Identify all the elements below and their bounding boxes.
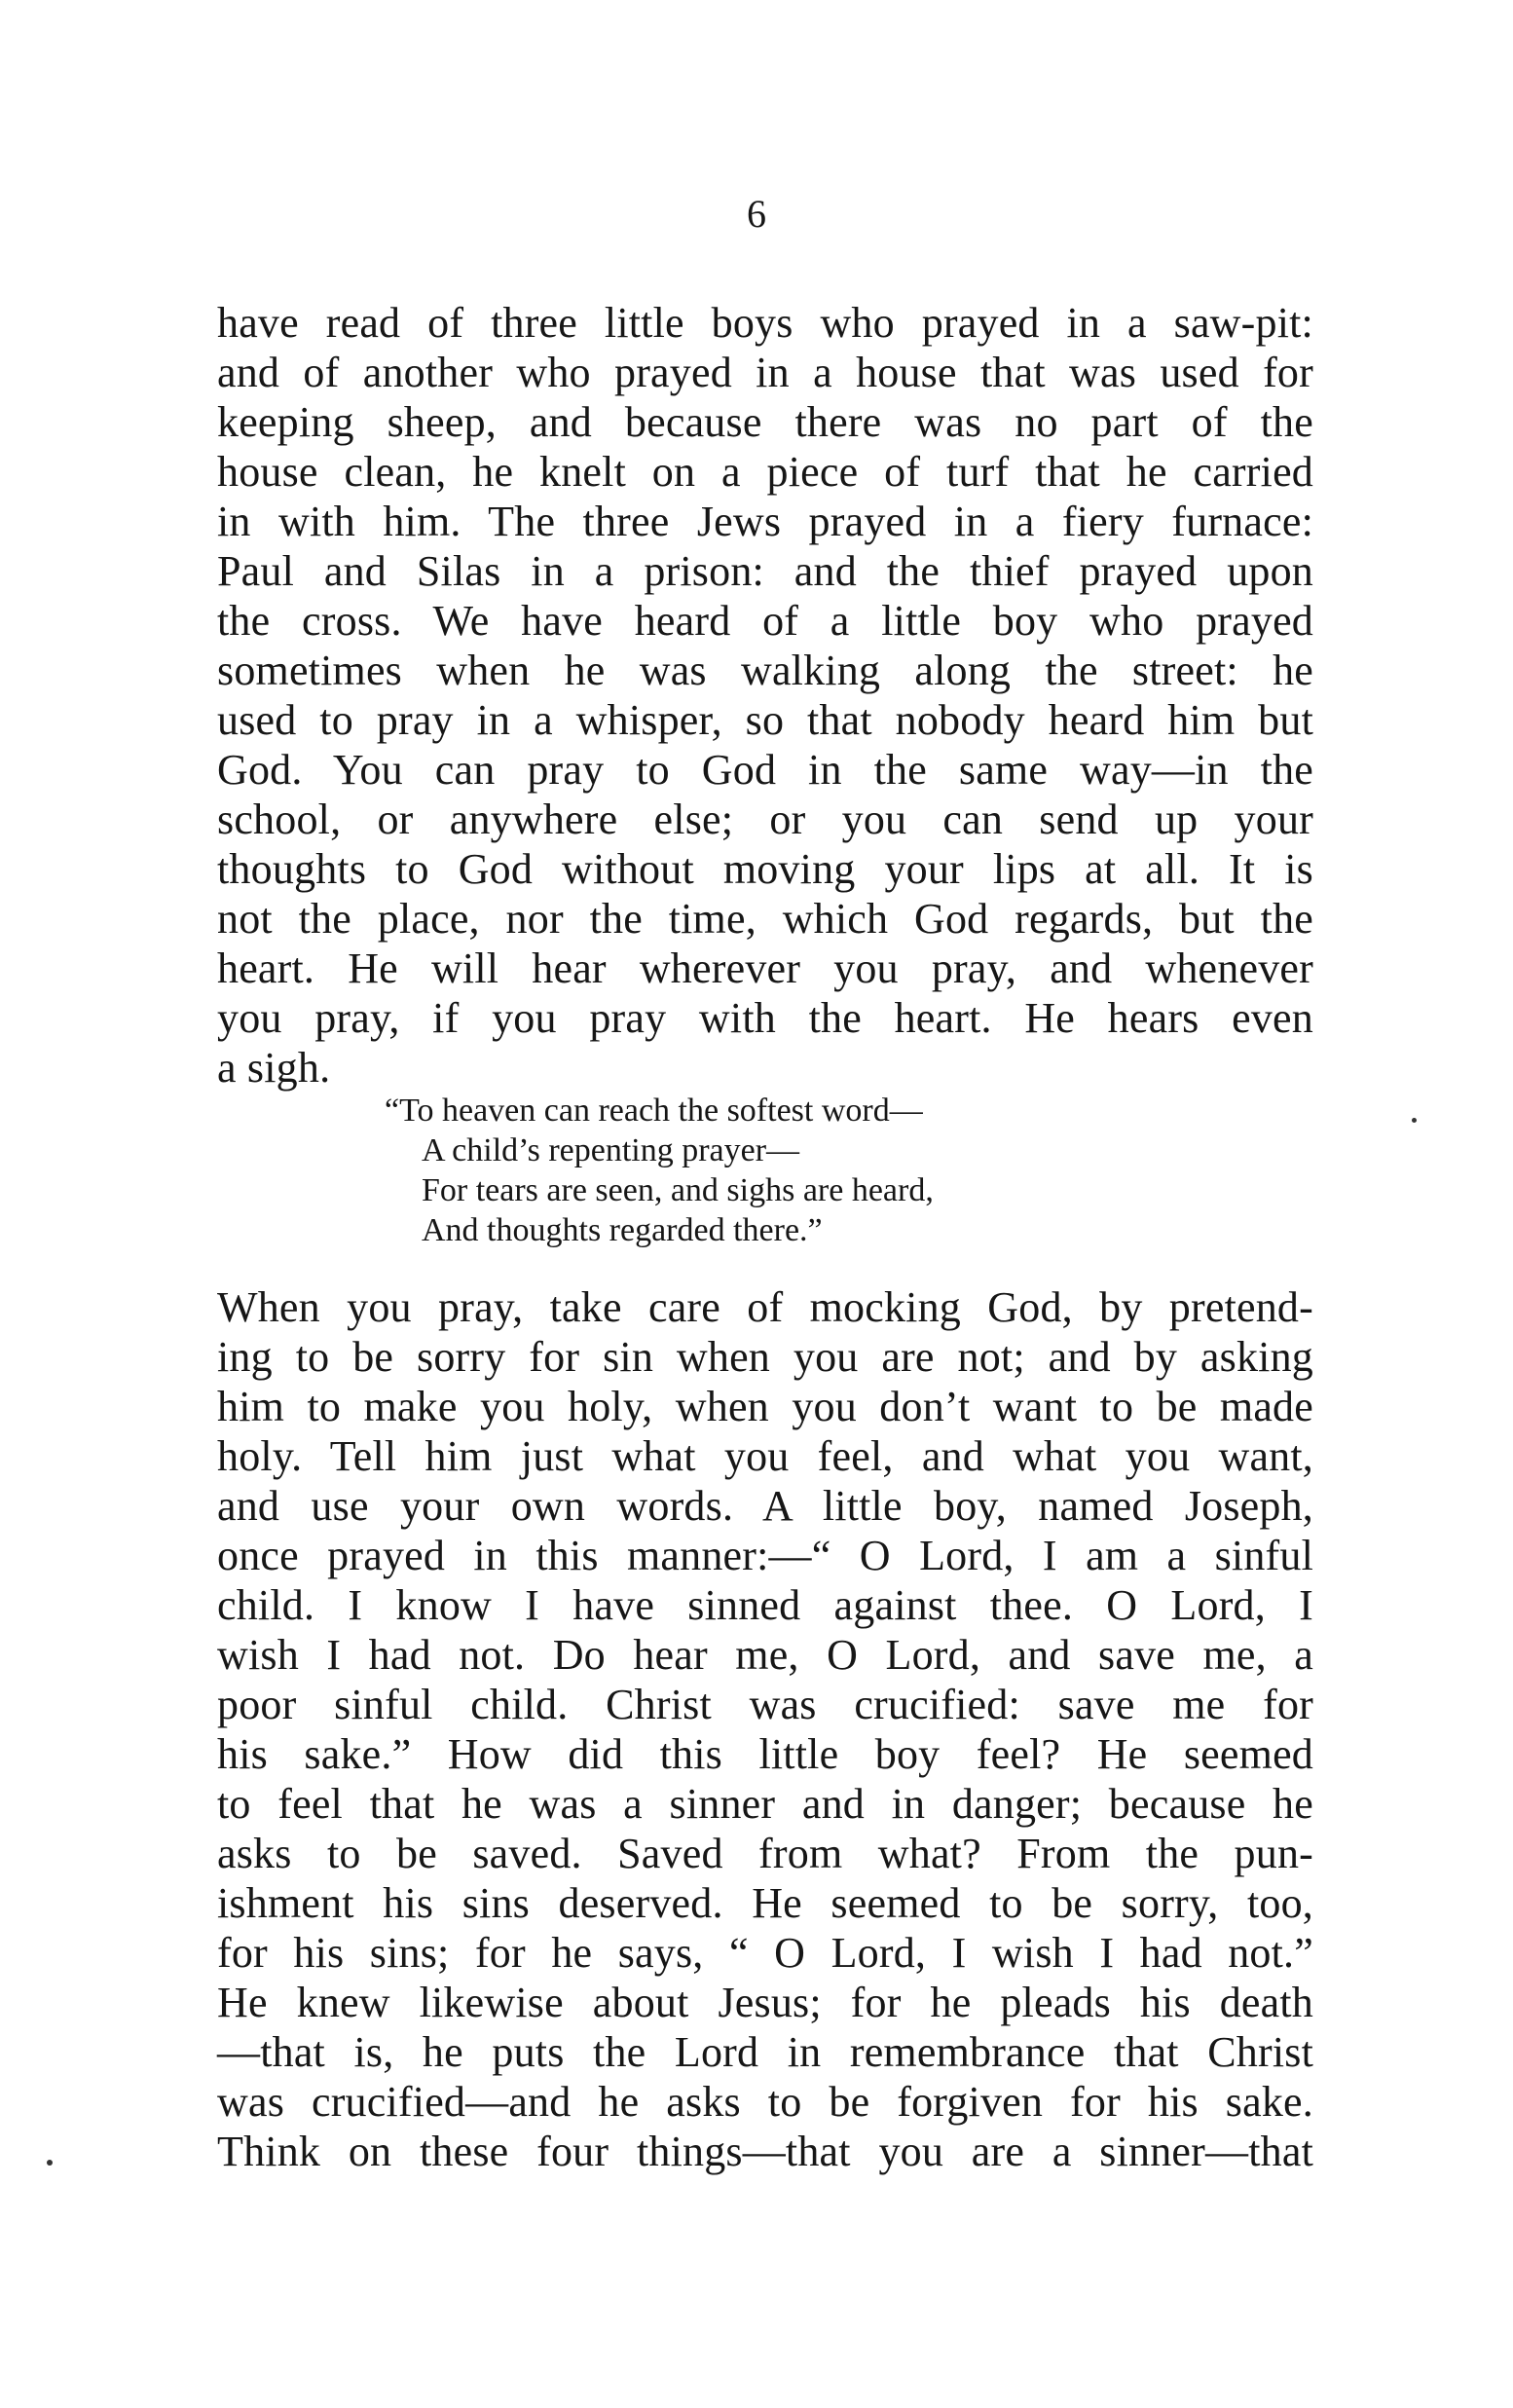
text-line: God. You can pray to God in the same way—in the — [217, 746, 1313, 794]
text-line: holy. Tell him just what you feel, and what you want, — [217, 1432, 1313, 1480]
text-line: was crucified—and he asks to be forgiven for his sake. — [217, 2078, 1313, 2126]
text-line: ing to be sorry for sin when you are not; and by asking — [217, 1333, 1313, 1381]
text-line: his sake.” How did this little boy feel? He seemed — [217, 1730, 1313, 1778]
text-line: school, or anywhere else; or you can send up your — [217, 796, 1313, 843]
text-line: for his sins; for he says, “ O Lord, I wish I had not.” — [217, 1929, 1313, 1977]
text-line: keeping sheep, and because there was no part of the — [217, 398, 1313, 446]
text-line: him to make you holy, when you don’t want to be made — [217, 1383, 1313, 1430]
text-line: —that is, he puts the Lord in remembrance that Christ — [217, 2028, 1313, 2076]
text-line: house clean, he knelt on a piece of turf that he carried — [217, 448, 1313, 496]
text-line: child. I know I have sinned against thee. O Lord, I — [217, 1581, 1313, 1629]
text-line: not the place, nor the time, which God regards, but the — [217, 895, 1313, 943]
text-line: the cross. We have heard of a little boy who prayed — [217, 597, 1313, 645]
text-line: used to pray in a whisper, so that nobody heard him but — [217, 696, 1313, 744]
text-line: a sigh. — [217, 1044, 331, 1092]
page-number: 6 — [747, 192, 766, 236]
text-line: heart. He will hear wherever you pray, and whenever — [217, 945, 1313, 992]
text-line: wish I had not. Do hear me, O Lord, and save me, a — [217, 1631, 1313, 1679]
verse-quotation — [385, 1091, 1125, 1250]
text-line: and of another who prayed in a house that was used for — [217, 349, 1313, 396]
paragraph-prayer-anywhere — [217, 298, 1313, 1093]
text-line: to feel that he was a sinner and in danger; because he — [217, 1780, 1313, 1828]
text-line: thoughts to God without moving your lips at all. It is — [217, 845, 1313, 893]
verse-line: A child’s repenting prayer— — [422, 1132, 800, 1168]
verse-line: “To heaven can reach the softest word— — [385, 1093, 923, 1129]
text-line: in with him. The three Jews prayed in a fiery furnace: — [217, 498, 1313, 545]
ink-speck — [1412, 1118, 1417, 1123]
text-line: asks to be saved. Saved from what? From the pun- — [217, 1830, 1313, 1877]
text-line: Think on these four things—that you are a sinner—that — [217, 2128, 1313, 2175]
paragraph-how-to-pray — [217, 1282, 1313, 2176]
text-line: poor sinful child. Christ was crucified: save me for — [217, 1681, 1313, 1728]
text-line: He knew likewise about Jesus; for he pleads his death — [217, 1979, 1313, 2026]
text-line: When you pray, take care of mocking God, by pretend- — [217, 1283, 1313, 1331]
text-line: you pray, if you pray with the heart. He hears even — [217, 994, 1313, 1042]
text-line: Paul and Silas in a prison: and the thief prayed upon — [217, 547, 1313, 595]
text-line: sometimes when he was walking along the street: he — [217, 647, 1313, 694]
text-line: have read of three little boys who prayed in a saw-pit: — [217, 299, 1313, 347]
ink-speck — [47, 2160, 53, 2166]
verse-line: For tears are seen, and sighs are heard, — [422, 1172, 934, 1208]
verse-line: And thoughts regarded there.” — [422, 1212, 823, 1248]
text-line: and use your own words. A little boy, named Joseph, — [217, 1482, 1313, 1530]
text-line: once prayed in this manner:—“ O Lord, I am a sinful — [217, 1532, 1313, 1579]
text-line: ishment his sins deserved. He seemed to be sorry, too, — [217, 1879, 1313, 1927]
